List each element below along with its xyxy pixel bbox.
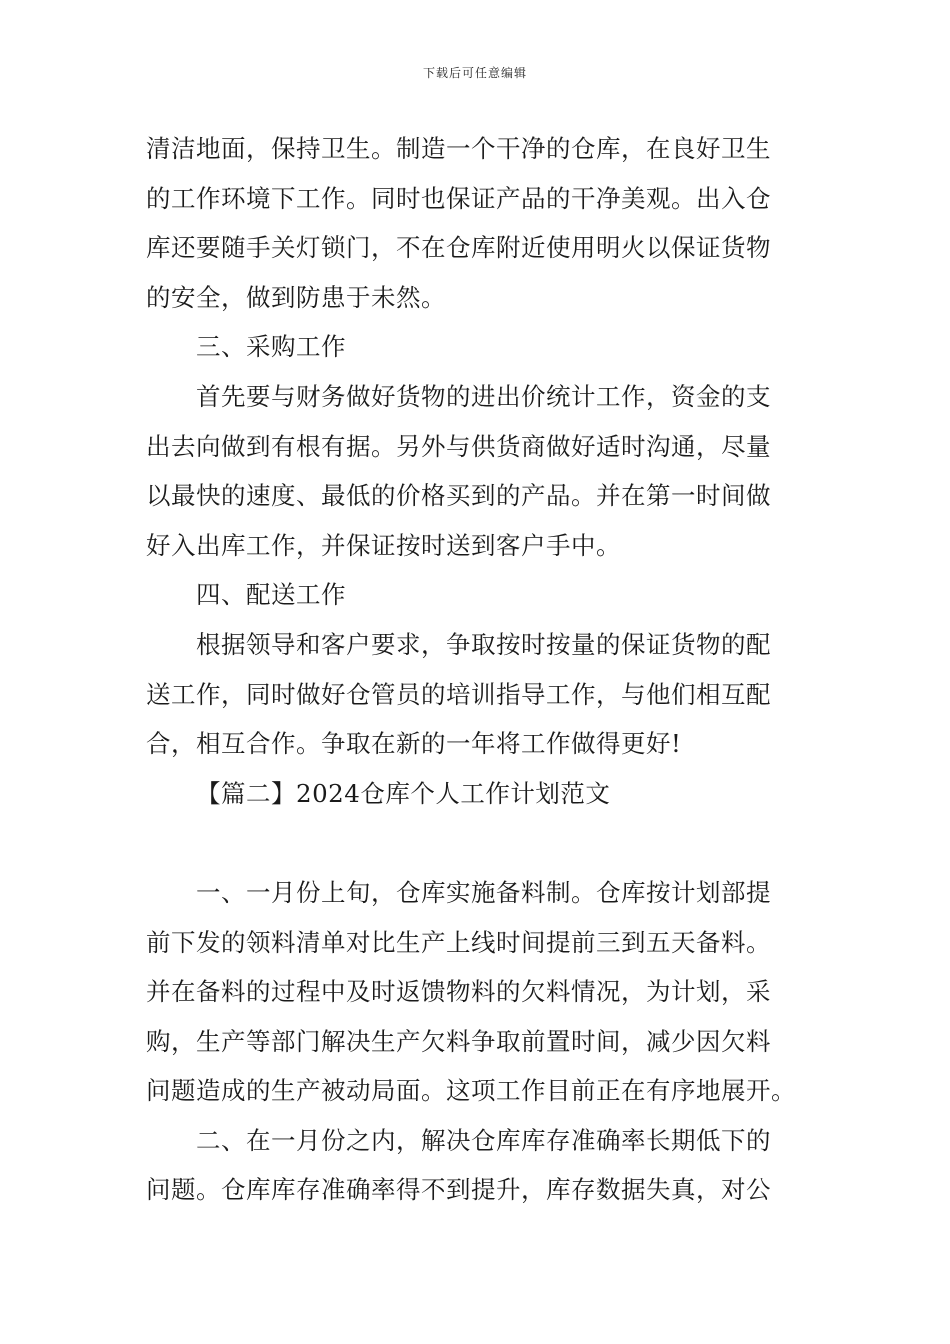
paragraph-line: 一、一月份上旬，仓库实施备料制。仓库按计划部提 xyxy=(196,877,771,907)
paragraph-line: 的安全，做到防患于未然。 xyxy=(146,282,446,312)
paragraph-line: 根据领导和客户要求，争取按时按量的保证货物的配 xyxy=(196,629,771,659)
paragraph-line: 首先要与财务做好货物的进出价统计工作，资金的支 xyxy=(196,381,771,411)
paragraph-line: 的工作环境下工作。同时也保证产品的干净美观。出入仓 xyxy=(146,183,771,213)
paragraph-line: 清洁地面，保持卫生。制造一个干净的仓库，在良好卫生 xyxy=(146,134,771,163)
section-heading: 三、采购工作 xyxy=(196,332,346,362)
paragraph-line: 并在备料的过程中及时返馈物料的欠料情况，为计划，采 xyxy=(146,977,771,1007)
paragraph-line: 问题。仓库库存准确率得不到提升，库存数据失真，对公 xyxy=(146,1175,771,1205)
paragraph-line: 送工作，同时做好仓管员的培训指导工作，与他们相互配 xyxy=(146,679,771,709)
paragraph-line: 库还要随手关灯锁门，不在仓库附近使用明火以保证货物 xyxy=(146,233,771,263)
document-body xyxy=(146,124,806,1215)
paragraph-line: 以最快的速度、最低的价格买到的产品。并在第一时间做 xyxy=(146,481,771,511)
paragraph-line: 购，生产等部门解决生产欠料争取前置时间，减少因欠料 xyxy=(146,1026,771,1056)
chapter-title: 【篇二】2024仓库个人工作计划范文 xyxy=(196,778,611,808)
paragraph-line: 出去向做到有根有据。另外与供货商做好适时沟通，尽量 xyxy=(146,431,771,461)
header-note: 下载后可任意编辑 xyxy=(422,66,527,80)
blank-line xyxy=(146,818,806,868)
section-heading: 四、配送工作 xyxy=(196,580,346,610)
paragraph-line: 问题造成的生产被动局面。这项工作目前正在有序地展开。 xyxy=(146,1076,796,1106)
paragraph-line: 好入出库工作，并保证按时送到客户手中。 xyxy=(146,530,621,560)
paragraph-line: 二、在一月份之内，解决仓库库存准确率长期低下的 xyxy=(196,1125,771,1155)
paragraph-line: 合，相互合作。争取在新的一年将工作做得更好! xyxy=(146,729,682,759)
paragraph-line: 前下发的领料清单对比生产上线时间提前三到五天备料。 xyxy=(146,927,771,957)
